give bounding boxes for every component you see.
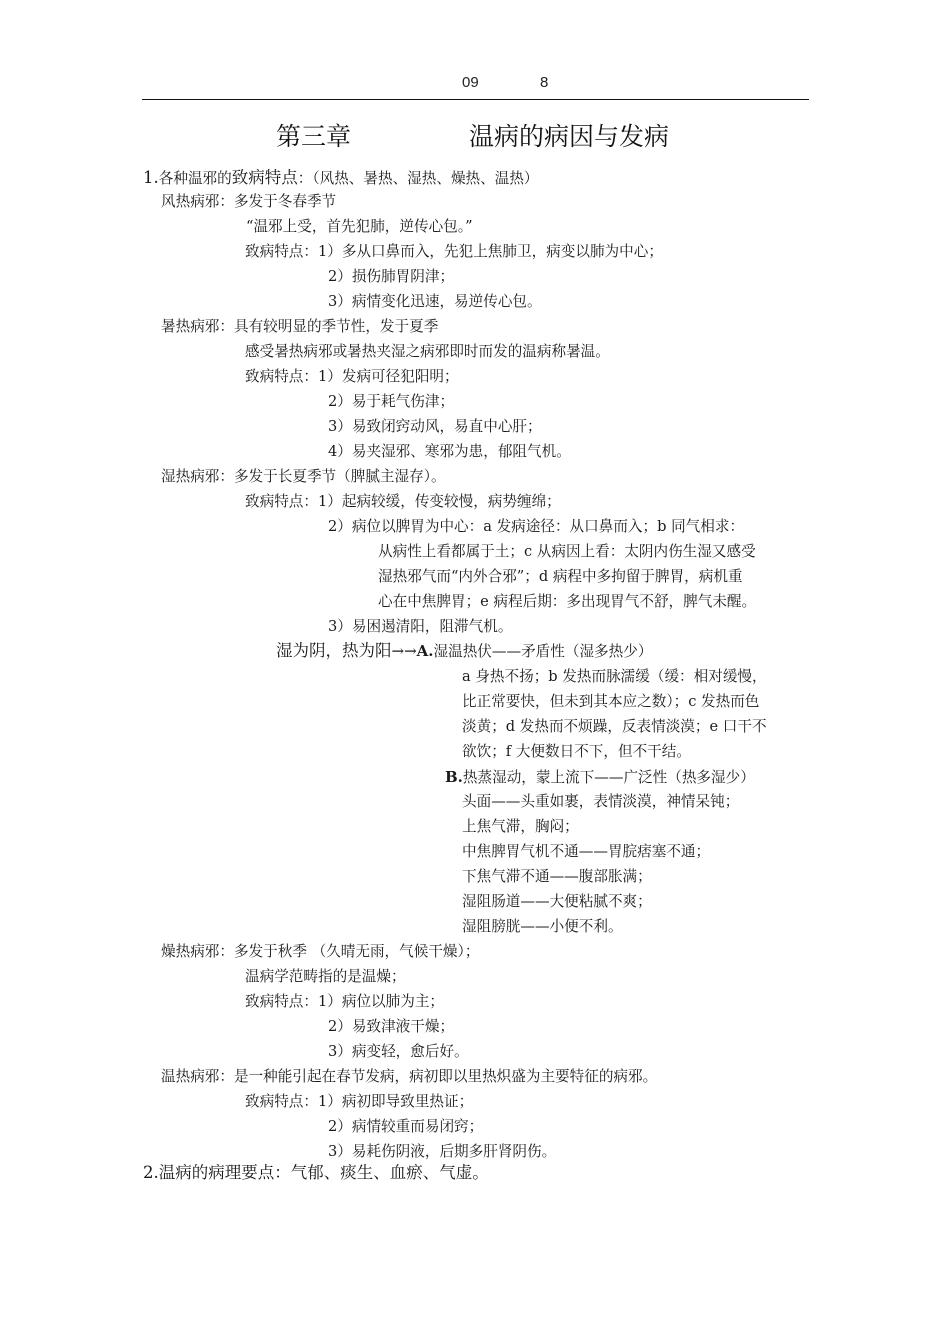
zaore-feature-1: 致病特点：1）病位以肺为主； bbox=[245, 993, 445, 1010]
shure-feature-1: 致病特点：1）发病可径犯阳明； bbox=[245, 368, 459, 385]
zaore-feature-2: 2）易致津液干燥； bbox=[328, 1018, 455, 1035]
shire-a-line-2: 比正常要快，但未到其本应之数）；c 发热而色 bbox=[462, 693, 760, 710]
wenre-feature-3: 3）易耗伤阴液，后期多肝肾阴伤。 bbox=[328, 1143, 557, 1160]
shure-feature-4: 4）易夹湿邪、寒邪为患，郁阻气机。 bbox=[328, 443, 571, 460]
shire-a-line-3: 淡黄；d 发热而不烦躁，反表情淡漠；e 口干不 bbox=[462, 718, 767, 735]
page-header-right: 8 bbox=[540, 74, 549, 91]
shire-b-line-6: 湿阻膀胱——小便不利。 bbox=[462, 918, 623, 935]
shire-a-line-1: a 身热不扬；b 发热而脉濡缓（缓：相对缓慢， bbox=[462, 668, 767, 685]
shire-yinyang: 湿为阴，热为阳→→A.湿温热伏——矛盾性（湿多热少） bbox=[276, 641, 653, 660]
shire-feature-2-line-2: 从病性上看都属于土；c 从病因上看：太阴内伤生湿又感受 bbox=[378, 543, 756, 560]
shire-b-line-4: 下焦气滞不通——腹部胀满； bbox=[462, 868, 652, 885]
zaore-feature-3: 3）病变轻，愈后好。 bbox=[328, 1043, 469, 1060]
shire-feature-2-line-3: 湿热邪气而“内外合邪”；d 病程中多拘留于脾胃，病机重 bbox=[378, 568, 743, 585]
page-header-left: 09 bbox=[462, 74, 479, 91]
shire-a-line-4: 欲饮；f 大便数日不下，但不干结。 bbox=[462, 743, 691, 760]
zaore-season: 燥热病邪：多发于秋季 （久晴无雨，气候干燥）； bbox=[161, 943, 480, 960]
shire-season: 湿热病邪：多发于长夏季节（脾腻主湿存）。 bbox=[161, 468, 446, 485]
shire-b-line-3: 中焦脾胃气机不通——胃脘痞塞不通； bbox=[462, 843, 711, 860]
zaore-desc: 温病学范畴指的是温燥； bbox=[245, 968, 406, 985]
shire-feature-2-line-4: 心在中焦脾胃；e 病程后期：多出现胃气不舒，脾气未醒。 bbox=[378, 593, 757, 610]
wenre-feature-2: 2）病情较重而易闭窍； bbox=[328, 1118, 484, 1135]
shire-feature-3: 3）易困遏清阳，阻滞气机。 bbox=[328, 618, 513, 635]
fengre-feature-3: 3）病情变化迅速，易逆传心包。 bbox=[328, 293, 542, 310]
header-rule bbox=[142, 99, 809, 100]
section-1-heading: 1.各种温邪的致病特点：（风热、暑热、湿热、燥热、温热） bbox=[143, 168, 539, 187]
fengre-feature-1: 致病特点：1）多从口鼻而入，先犯上焦肺卫，病变以肺为中心； bbox=[245, 243, 663, 260]
shure-feature-3: 3）易致闭窍动风，易直中心肝； bbox=[328, 418, 542, 435]
wenre-feature-1: 致病特点：1）病初即导致里热证； bbox=[245, 1093, 474, 1110]
chapter-number: 第三章 bbox=[276, 122, 352, 151]
shire-b-line-1: 头面——头重如裹，表情淡漠，神情呆钝； bbox=[462, 793, 740, 810]
shire-feature-1: 致病特点：1）起病较缓，传变较慢，病势缠绵； bbox=[245, 493, 561, 510]
shure-season: 暑热病邪：具有较明显的季节性，发于夏季 bbox=[161, 318, 439, 335]
wenre-desc: 温热病邪：是一种能引起在春节发病，病初即以里热炽盛为主要特征的病邪。 bbox=[161, 1068, 658, 1085]
shire-b-title: B.热蒸湿动，蒙上流下——广泛性（热多湿少） bbox=[445, 768, 755, 786]
chapter-title: 温病的病因与发病 bbox=[469, 122, 670, 151]
shire-b-line-2: 上焦气滞，胸闷； bbox=[462, 818, 579, 835]
shire-b-line-5: 湿阻肠道——大便粘腻不爽； bbox=[462, 893, 652, 910]
double-arrow-icon: →→ bbox=[391, 642, 417, 660]
shire-feature-2-line-1: 2）病位以脾胃为中心：a 发病途径：从口鼻而入；b 同气相求： bbox=[328, 518, 745, 535]
fengre-season: 风热病邪：多发于冬春季节 bbox=[161, 193, 337, 210]
section-2-heading: 2.温病的病理要点：气郁、痰生、血瘀、气虚。 bbox=[143, 1163, 489, 1182]
shure-feature-2: 2）易于耗气伤津； bbox=[328, 393, 455, 410]
shure-desc: 感受暑热病邪或暑热夹湿之病邪即时而发的温病称暑温。 bbox=[245, 343, 610, 360]
fengre-feature-2: 2）损伤肺胃阴津； bbox=[328, 268, 455, 285]
fengre-quote: “温邪上受，首先犯肺，逆传心包。” bbox=[246, 218, 473, 235]
